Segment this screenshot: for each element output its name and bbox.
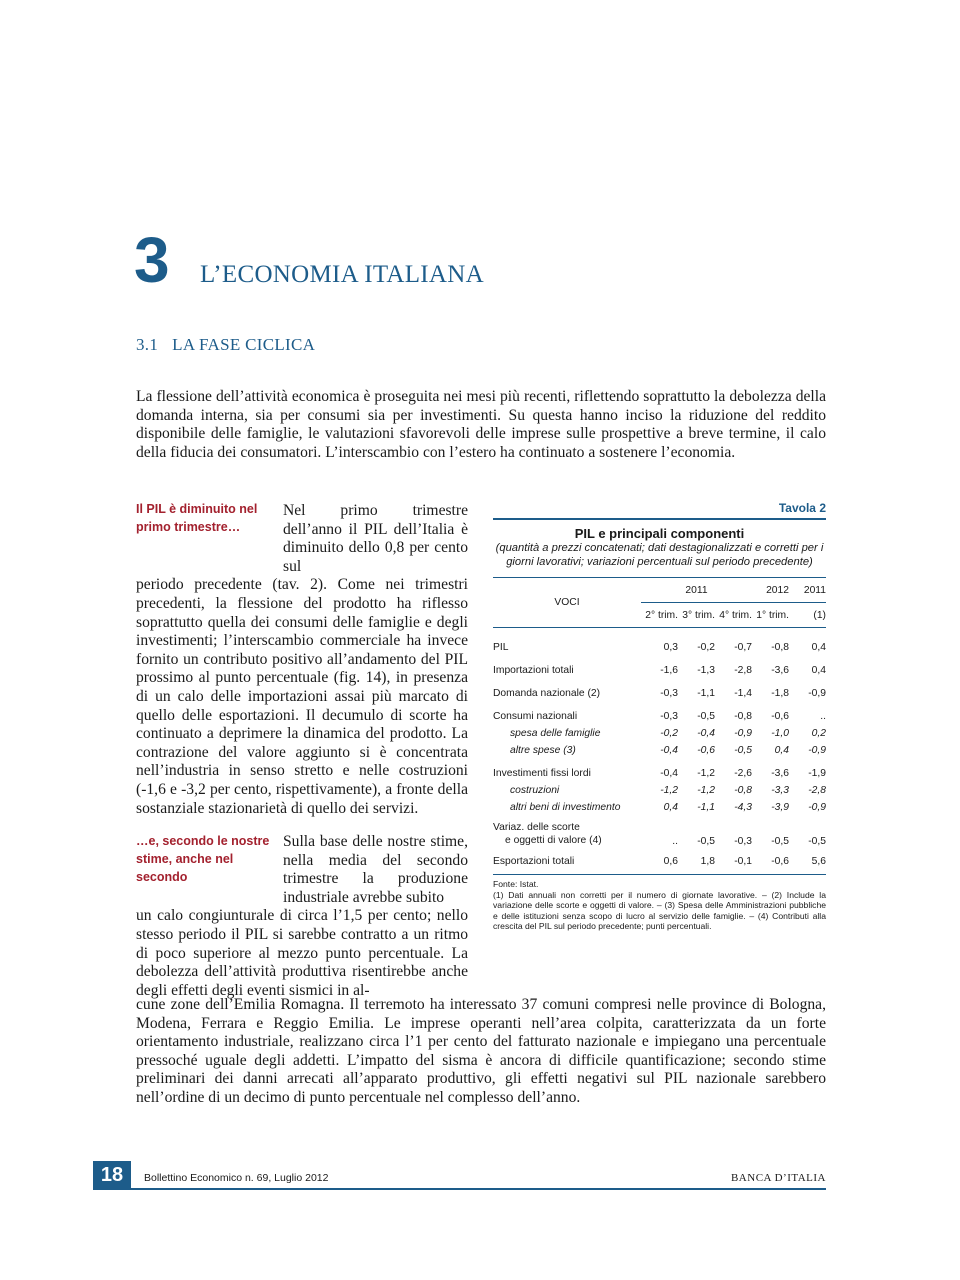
table-grid: [493, 578, 826, 875]
header-voci: VOCI: [554, 597, 580, 608]
row-label: altre spese (3): [510, 745, 576, 756]
table-row: [493, 822, 826, 847]
cell: -0,4: [660, 768, 678, 779]
cell: -0,8: [771, 642, 789, 653]
cell: -1,9: [808, 768, 826, 779]
table-header-years: [493, 578, 826, 603]
table-notes: (1) Dati annuali non corretti per il numero di giornate lavorative. – (2) Include la variazione delle scorte e oggetti di valore. – (3) Spesa delle Amministrazioni pubbliche e delle istituzioni senza scopo di lucro al servizio delle famiglie. – (4) Contributi alla crescita del PIL sul periodo precedente; punti percentuali.: [493, 889, 826, 931]
sidenote-second-quarter: …e, secondo le nostre stime, anche nel secondo: [136, 834, 270, 884]
cell: -0,5: [734, 745, 752, 756]
header-year-2011: 2011: [641, 578, 752, 603]
cell: -0,6: [771, 856, 789, 867]
cell: -0,7: [734, 642, 752, 653]
paragraph-second-quarter: [136, 833, 468, 1000]
table-row: [493, 708, 826, 725]
paragraph-first-quarter-lead: Nel primo trimestre dell’anno il PIL dell’Italia è diminuito dello 0,8 per cento sul: [283, 502, 468, 575]
cell: -3,9: [771, 802, 789, 813]
paragraph-earthquake: cune zone dell’Emilia Romagna. Il terremoto ha interessato 37 comuni compresi nelle province di Bologna, Modena, Ferrara e Reggio Emilia. Le imprese operanti nell’area colpita, caratterizzata da un forte orientamento industriale, realizzano circa l’1 per cento del fatturato nazionale e impiegano una percentuale pressoché uguale degli addetti. L’impatto del sisma è ancora di difficile quantificazione; secondo stime preliminari dei danni arrecati all’apparato produttivo, gli effetti negativi sul PIL nazionale sarebbero nell’ordine di un decimo di punto percentuale nel complesso dell’anno.: [136, 996, 826, 1106]
cell: -1,2: [697, 768, 715, 779]
header-note1: (1): [813, 609, 826, 621]
section-title: LA FASE CICLICA: [172, 335, 316, 354]
header-q3: 3° trim.: [682, 609, 715, 621]
chapter-number: 3: [134, 224, 170, 296]
paragraph-second-quarter-lead: Sulla base delle nostre stime, nella media del secondo trimestre la produzione industriale avrebbe subito: [283, 833, 468, 906]
table-row: [493, 742, 826, 759]
header-q2: 2° trim.: [645, 609, 678, 621]
cell: -3,6: [771, 768, 789, 779]
table-label: Tavola 2: [778, 501, 826, 515]
cell: -0,2: [660, 728, 678, 739]
cell: -2,8: [734, 665, 752, 676]
cell: 0,4: [811, 665, 826, 676]
cell: -0,6: [697, 745, 715, 756]
row-label: spesa delle famiglie: [510, 728, 601, 739]
table-subtitle: (quantità a prezzi concatenati; dati destagionalizzati e corretti per i giorni lavorativi; variazioni percentuali sul periodo precedente): [495, 542, 824, 568]
cell: -2,8: [808, 785, 826, 796]
row-label: Investimenti fissi lordi: [493, 768, 591, 779]
cell: -0,4: [660, 745, 678, 756]
cell: 0,3: [663, 642, 678, 653]
header-annual-2011: 2011: [789, 578, 826, 603]
cell: -0,5: [697, 711, 715, 722]
table-row: [493, 685, 826, 702]
cell: -0,3: [660, 688, 678, 699]
paragraph-second-quarter-body: un calo congiunturale di circa l’1,5 per cento; nello stesso periodo il PIL si sarebbe contratto a un ritmo di poco superiore al mezzo punto percentuale. La debolezza dell’attività produttiva risentirebbe anche degli effetti degli eventi sismici in al-: [136, 907, 468, 999]
cell: 0,4: [811, 642, 826, 653]
footer-rule: [131, 1188, 826, 1190]
cell: -3,6: [771, 665, 789, 676]
cell: -1,8: [771, 688, 789, 699]
row-label: costruzioni: [510, 785, 560, 796]
cell: -1,0: [771, 728, 789, 739]
table-title: PIL e principali componenti: [574, 526, 745, 541]
cell: 5,6: [811, 856, 826, 867]
table-source: Fonte: Istat.: [493, 879, 539, 889]
row-label-line2: e oggetti di valore (4): [505, 834, 602, 846]
paragraph-first-quarter: [136, 502, 468, 818]
cell: -3,3: [771, 785, 789, 796]
row-label: Importazioni totali: [493, 665, 574, 676]
cell: -0,4: [697, 728, 715, 739]
cell: -1,2: [660, 785, 678, 796]
row-label: [493, 822, 641, 847]
table-row: [493, 782, 826, 799]
row-label: Domanda nazionale (2): [493, 688, 601, 699]
footer-publication: Bollettino Economico n. 69, Luglio 2012: [144, 1172, 329, 1184]
table-row: [493, 799, 826, 816]
cell: -0,5: [771, 836, 789, 847]
table-row: [493, 662, 826, 679]
cell: -0,5: [697, 836, 715, 847]
cell: -1,6: [660, 665, 678, 676]
cell: -1,2: [697, 785, 715, 796]
table-row: [493, 725, 826, 742]
table-row: [493, 765, 826, 782]
page-number: 18: [93, 1161, 131, 1190]
row-label: Esportazioni totali: [493, 856, 575, 867]
cell: 1,8: [700, 856, 715, 867]
cell: -0,9: [734, 728, 752, 739]
cell: -0,5: [808, 836, 826, 847]
cell: -1,1: [697, 802, 715, 813]
footer-brand: BANCA D’ITALIA: [730, 1172, 826, 1184]
header-q4: 4° trim.: [719, 609, 752, 621]
row-label: altri beni di investimento: [510, 802, 621, 813]
cell: -0,8: [734, 785, 752, 796]
cell: 0,4: [774, 745, 789, 756]
cell: -1,1: [697, 688, 715, 699]
row-label: Consumi nazionali: [493, 711, 578, 722]
cell: -0,9: [808, 802, 826, 813]
chapter-title: L’ECONOMIA ITALIANA: [200, 261, 484, 288]
cell: -1,4: [734, 688, 752, 699]
cell: 0,4: [663, 802, 678, 813]
intro-paragraph: La flessione dell’attività economica è proseguita nei mesi più recenti, riflettendo soprattutto la debolezza della domanda interna, sia per consumi sia per investimenti. Su questa hanno inciso la riduzione del reddito disponibile delle famiglie, le valutazioni sfavorevoli delle imprese sulle prospettive a breve termine, il calo della fiducia dei consumatori. L’interscambio con l’estero ha continuato a sostenere l’economia.: [136, 388, 826, 461]
cell: 0,2: [811, 728, 826, 739]
header-q1: 1° trim.: [756, 609, 789, 621]
cell: -1,3: [697, 665, 715, 676]
cell: -0,3: [660, 711, 678, 722]
cell: -4,3: [734, 802, 752, 813]
cell: -0,9: [808, 688, 826, 699]
cell: -0,3: [734, 836, 752, 847]
table-top-rule: [493, 518, 826, 520]
table-row: [493, 639, 826, 656]
sidenote-pil-decreased: Il PIL è diminuito nel primo trimestre…: [136, 502, 258, 534]
cell: -0,1: [734, 856, 752, 867]
cell: -0,9: [808, 745, 826, 756]
cell: -0,2: [697, 642, 715, 653]
cell: ..: [820, 711, 826, 722]
row-label-line1: Variaz. delle scorte: [493, 822, 580, 833]
cell: -2,6: [734, 768, 752, 779]
cell: -0,6: [771, 711, 789, 722]
table-row: [493, 853, 826, 870]
table-2: [493, 500, 826, 932]
paragraph-first-quarter-body: periodo precedente (tav. 2). Come nei trimestri precedenti, la flessione del prodotto ha riflesso soprattutto quella dei consumi delle famiglie e degli investimenti; l’interscambio commerciale ha invece fornito un contributo positivo all’andamento del PIL prossimo al punto percentuale (fig. 14), in presenza di un calo delle importazioni assai più marcato di quello delle esportazioni. Il decumulo di scorte ha continuato a deprimere la dinamica del prodotto. La contrazione del valore aggiunto si è concentrata nell’industria in senso stretto e nelle costruzioni (-1,6 e -3,2 per cento, rispettivamente), a fronte della sostanziale stazionarietà di quello dei servizi.: [136, 576, 468, 817]
cell: -0,8: [734, 711, 752, 722]
row-label: PIL: [493, 642, 509, 653]
cell: ..: [672, 836, 678, 847]
cell: 0,6: [663, 856, 678, 867]
section-number: 3.1: [136, 335, 159, 354]
section-heading: [136, 334, 329, 356]
header-year-2012: 2012: [752, 578, 789, 603]
